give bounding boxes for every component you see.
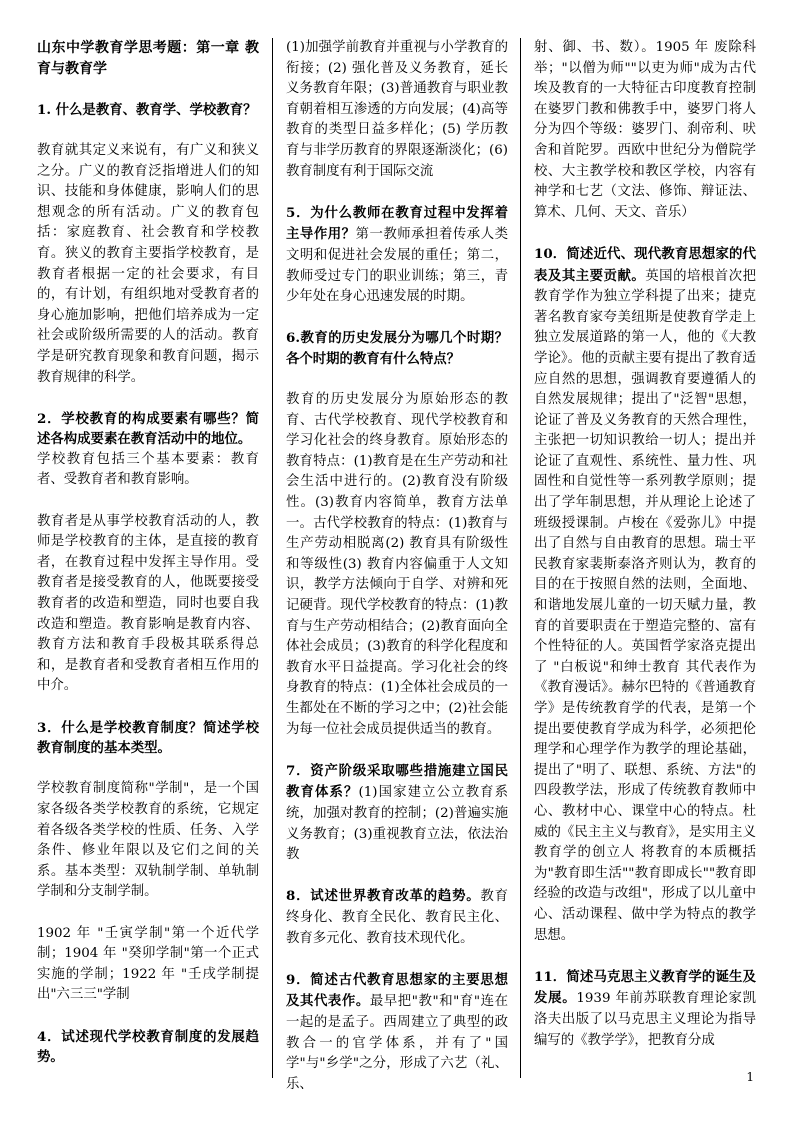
- answer-10: 英国的培根首次把教育学作为独立学科提了出来；捷克著名教育家夸美纽斯是使教育学走上独立发展道路的第一人，他的《大教学论》。他的贡献主要有提出了教育适应自然的思想，强调教育要遵循人的自然发展规律；提出了"泛智"思想，论证了普及义务教育的天然合理性，主张把一切知识教给一切人；提出并论证了直观性、系统性、量力性、巩固性和自觉性等一系列教学原则；提出了学年制思想，并从理论上论述了班级授课制。卢梭在《爱弥儿》中提出了自然与自由教育的思想。瑞士平民教育家裴斯泰洛齐则认为，教育的目的在于按照自然的法则，全面地、和谐地发展儿童的一切天赋力量，教育的首要职责在于塑造完整的、富有个性特征的人。英国哲学家洛克提出了 "白板说"和绅士教育 其代表作为《教育漫话》。赫尔巴特的《普通教育学》是传统教育学的代表，是第一个提出要使教育学成为科学，必须把伦理学和心理学作为教学的理论基础，提出了"明了、联想、系统、方法"的四段教学法，形成了传统教育教师中心、教材中心、课堂中心的特点。杜威的《民主主义与教育》，是实用主义教育学的创立人 将教育的本质概括为"教育即生活""教育即成长""教育即经验的改造与改组"，形成了以儿童中心、活动课程、做中学为特点的教学思想。: [534, 268, 757, 943]
- answer-1: 教育就其定义来说有，有广义和狭义之分。广义的教育泛指增进人们的知识、技能和身体健康，影响人们的思想观念的所有活动。广义的教育包括：家庭教育、社会教育和学校教育。狭义的教育主要指学校教育，是教育者根据一定的社会要求，有目的，有计划，有组织地对受教育者的身心施加影响，把他们培养成为一定社会或阶级所需要的人的活动。教育学是研究教育现象和教育问题，揭示教育规律的科学。: [37, 142, 259, 385]
- answer-11: 1939 年前苏联教育理论家凯洛夫出版了以马克思主义理论为指导编写的《教学学》，把教育分成: [534, 991, 756, 1048]
- column-divider: [272, 38, 273, 1078]
- question-1: 1. 什么是教育、教育学、学校教育？: [37, 101, 257, 118]
- column-2: [286, 38, 508, 1095]
- answer-5: 第一教师承担着传承人类文明和促进社会发展的重任；第二，教师受过专门的职业训练；第三，青少年处在身心迅速发展的时期。: [286, 227, 509, 305]
- answer-3b: 1902 年 "壬寅学制"第一个近代学制；1904 年 "癸卯学制"第一个正式实施的学制；1922 年 "壬戌学制提出"六三三"学制: [37, 925, 259, 1003]
- question-5: 5．为什么教师在教育过程中发挥着主导作用？: [286, 204, 508, 243]
- answer-9: 最早把"教"和"育"连在一起的是孟子。西周建立了典型的政教合一的官学体系，并有了"国学"与"乡学"之分，形成了六艺（礼、乐、: [286, 994, 509, 1092]
- document-title: 山东中学教育学思考题：第一章 教育与教育学: [37, 40, 259, 77]
- answer-6: 教育的历史发展分为原始形态的教育、古代学校教育、现代学校教育和学习化社会的终身教育。原始形态的教育特点：(1)教育是在生产劳动和社会生活中进行的。(2)教育没有阶级性。(3)教育内容简单，教育方法单一。古代学校教育的特点：(1)教育与生产劳动相脱离(2) 教育具有阶级性和等级性(3) 教育内容偏重于人文知识，教学方法倾向于自学、对辨和死记硬背。现代学校教育的特点：(1)教育与生产劳动相结合；(2)教育面向全体社会成员；(3)教育的科学化程度和教育水平日益提高。学习化社会的终身教育的特点：(1)全体社会成员的一生都处在不断的学习之中；(2)社会能为每一位社会成员提供适当的教育。: [286, 392, 508, 737]
- answer-2b: 教育者是从事学校教育活动的人，教师是学校教育的主体，是直接的教育者，在教育过程中发挥主导作用。受教育者是接受教育的人，他既要接受教育者的改造和塑造，同时也要自我改造和塑造。教育影响是教育内容、教育方法和教育手段极其联系得总和，是教育者和受教育者相互作用的中介。: [37, 513, 259, 694]
- qa-7: [286, 761, 508, 866]
- qa-5: [286, 203, 508, 308]
- qa-8: [286, 886, 508, 949]
- question-3: 3．什么是学校教育制度？简述学校教育制度的基本类型。: [37, 719, 259, 757]
- column-1: [37, 38, 259, 1068]
- answer-8: 教育终身化、教育全民化、教育民主化、教育多元化、教育技术现代化。: [286, 889, 508, 946]
- question-9: 9．简述古代教育思想家的主要思想及其代表作。: [286, 971, 508, 1010]
- answer-4: (1)加强学前教育并重视与小学教育的衔接；(2) 强化普及义务教育，延长义务教育年限；(3)普通教育与职业教育朝着相互渗透的方向发展；(4)高等教育的类型日益多样化；(5) 学历教育与非学历教育的界限逐渐淡化；(6)教育制度有利于国际交流: [286, 40, 508, 179]
- question-11: 11．简述马克思主义教育学的诞生及发展。: [534, 968, 756, 1007]
- question-7: 7．资产阶级采取哪些措施建立国民教育体系？: [286, 762, 508, 801]
- qa-11: [534, 967, 756, 1051]
- answer-9-cont: 射、御、书、数）。1905 年 废除科举；"以僧为师""以吏为师"成为古代埃及教育的一大特征古印度教育控制在婆罗门教和佛教手中，婆罗门将人分为四个等级：婆罗门、刹帝利、吠舍和首陀罗。西欧中世纪分为僧院学校、大主教学校和教区学校，内容有神学和七艺（文法、修饰、辩证法、算术、几何、天文、音乐）: [534, 40, 756, 220]
- column-divider: [520, 38, 521, 1078]
- question-8: 8．试述世界教育改革的趋势。: [286, 888, 481, 905]
- question-2: 2．学校教育的构成要素有哪些？简述各构成要素在教育活动中的地位。: [37, 410, 259, 448]
- qa-9: [286, 970, 508, 1096]
- question-4: 4．试述现代学校教育制度的发展趋势。: [37, 1028, 259, 1066]
- page-number: 1: [746, 1070, 754, 1084]
- question-6: 6.教育的历史发展分为哪几个时期？各个时期的教育有什么特点？: [286, 330, 508, 367]
- answer-2a: 学校教育包括三个基本要素：教育者、受教育者和教育影响。: [37, 451, 259, 488]
- answer-7: (1)国家建立公立教育系统，加强对教育的控制；(2)普遍实施义务教育；(3)重视教育立法，依法治教: [286, 785, 509, 863]
- answer-3a: 学校教育制度简称"学制"，是一个国家各级各类学校教育的系统，它规定着各级各类学校的性质、任务、入学条件、修业年限以及它们之间的关系。基本类型：双轨制学制、单轨制学制和分支制学制。: [37, 781, 259, 900]
- qa-10: [534, 244, 756, 946]
- question-10: 10．简述近代、现代教育思想家的代表及其主要贡献。: [534, 245, 756, 284]
- column-3: [534, 38, 756, 1051]
